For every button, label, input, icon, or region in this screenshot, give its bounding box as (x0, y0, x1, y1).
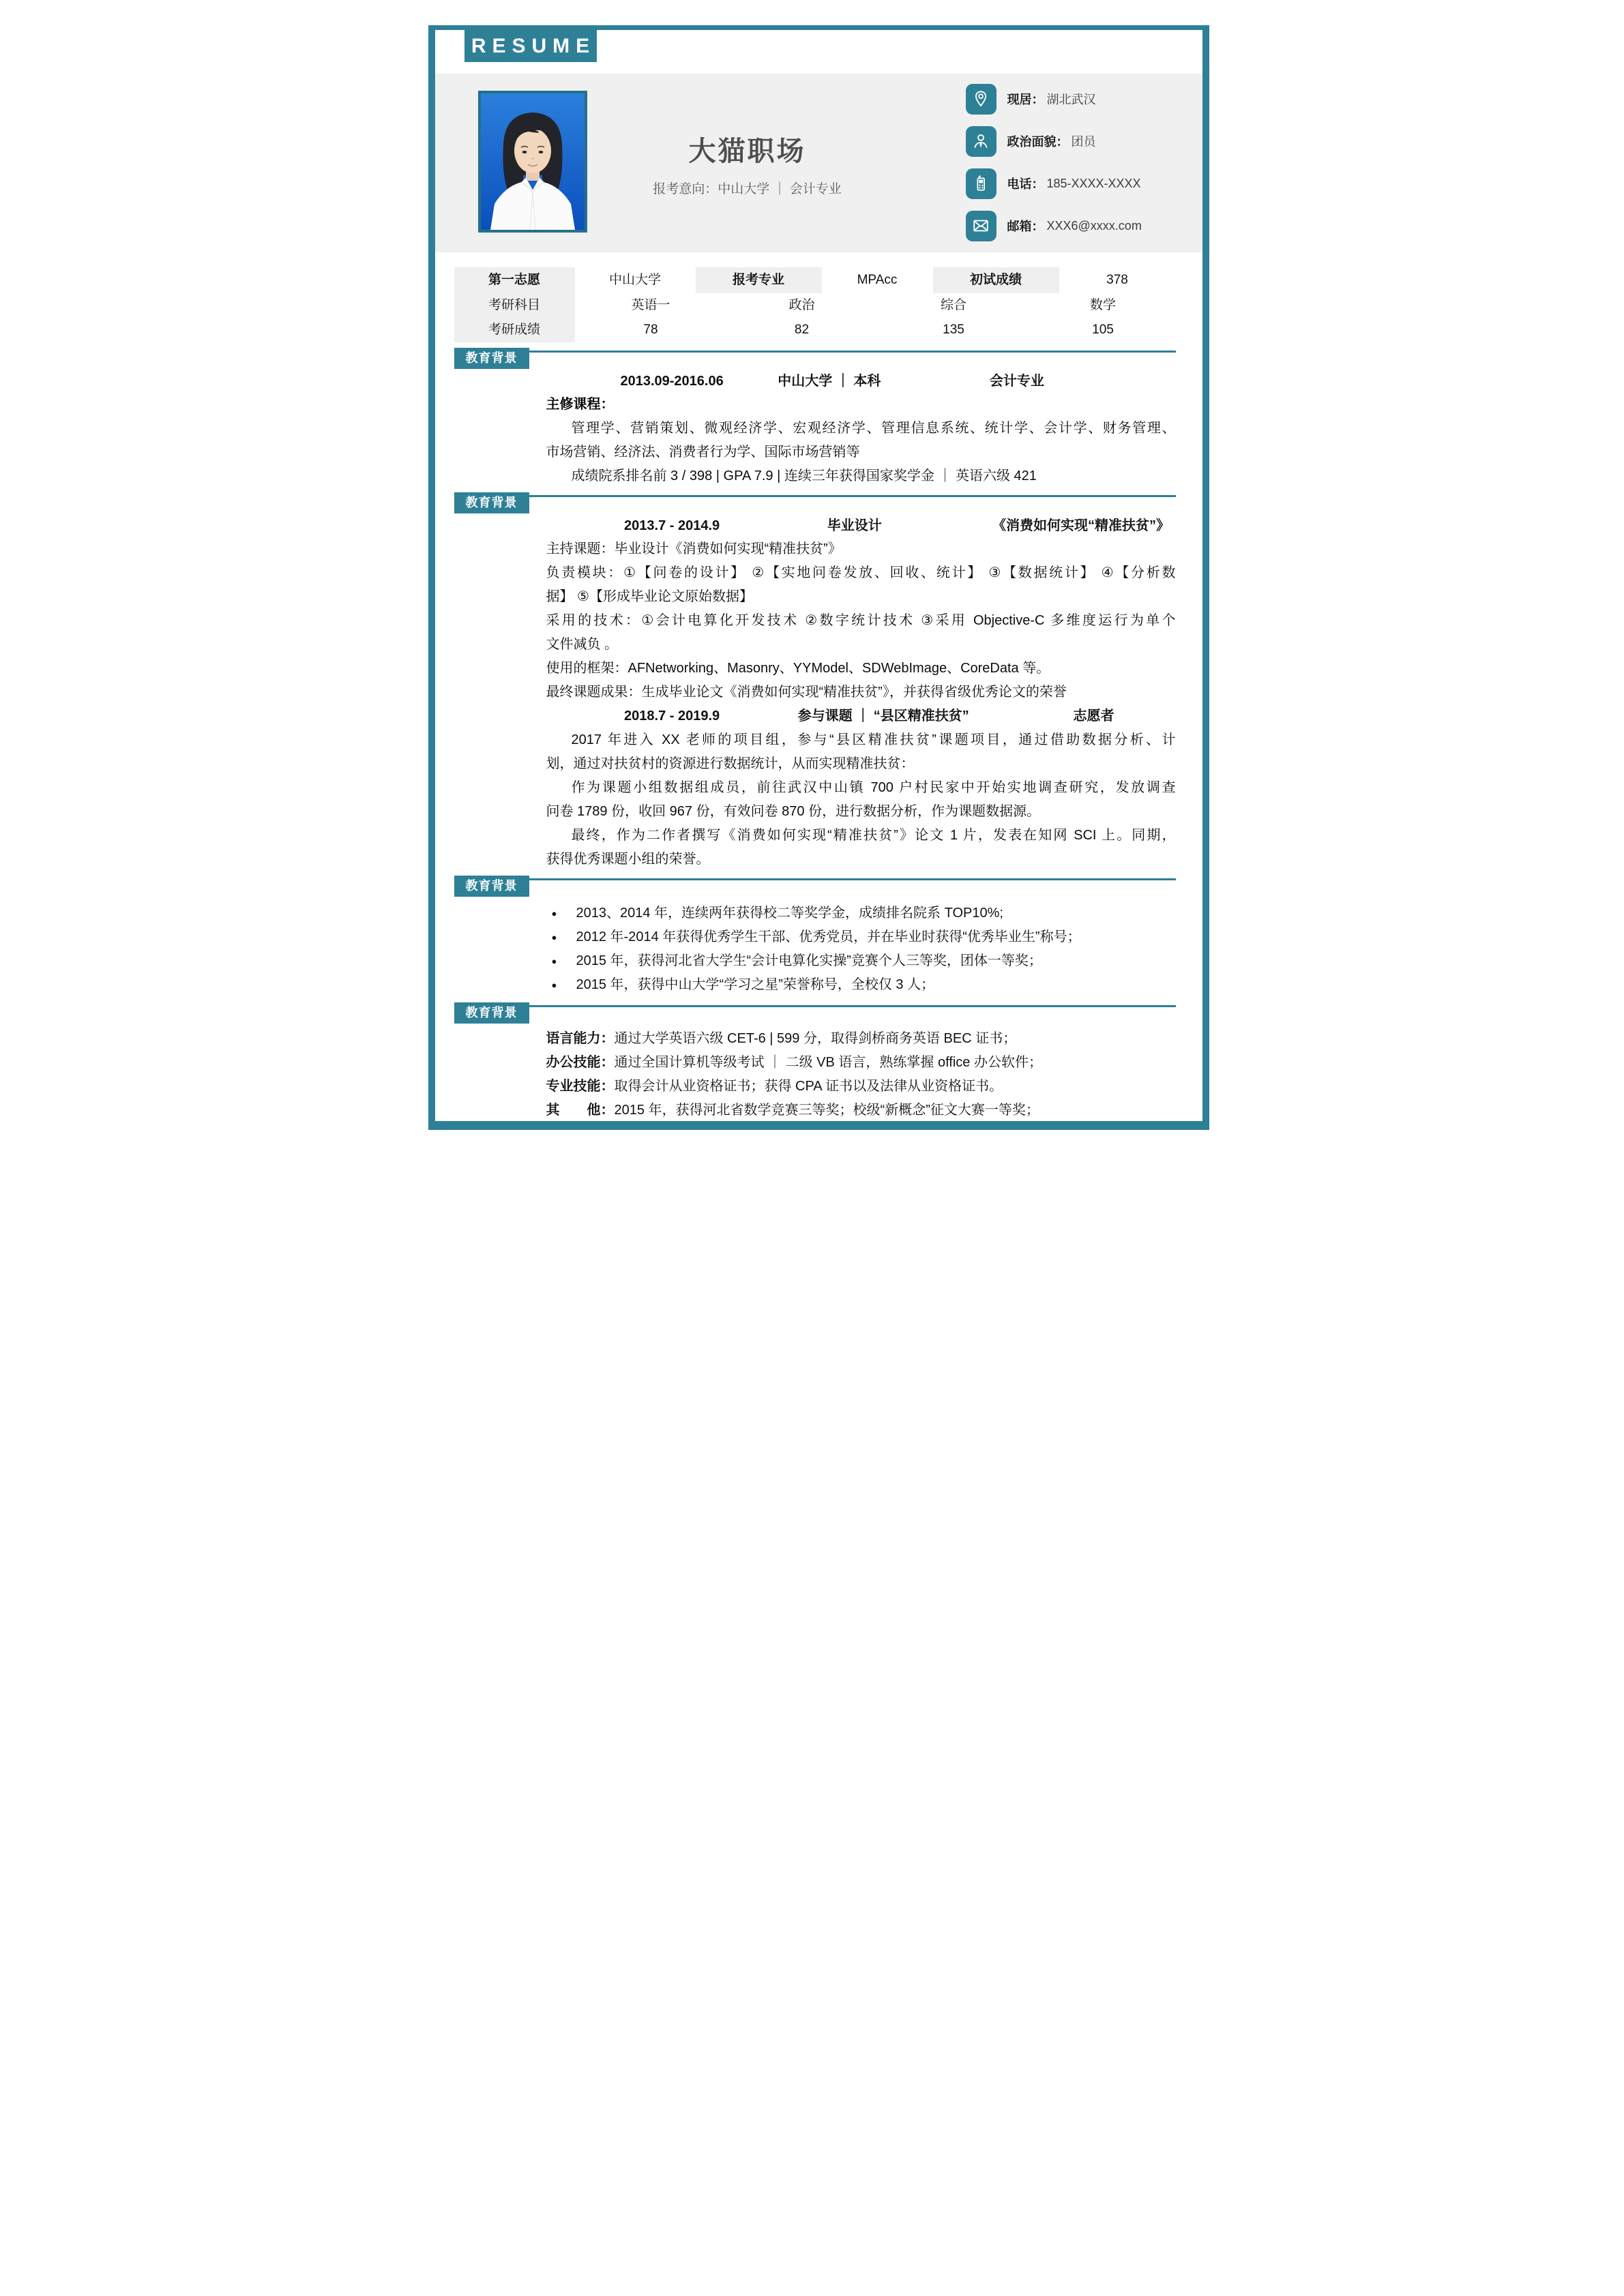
table-value-total-score: 378 (1106, 273, 1128, 287)
section-title: 教育背景 (454, 876, 529, 897)
person-icon (966, 126, 996, 157)
application-intention: 报考意向：中山大学 ｜ 会计专业 (653, 182, 842, 196)
section-body (546, 901, 1176, 997)
section-education-4 (435, 1002, 1202, 1122)
section-body (546, 514, 1176, 871)
section-title: 教育背景 (454, 1002, 529, 1024)
body-line: 文件减负 。 (546, 637, 619, 652)
table-header-first-choice: 第一志愿 (454, 267, 575, 293)
section-header (435, 492, 1202, 514)
contact-value: XXX6@xxxx.com (1046, 218, 1142, 233)
table-value-university: 中山大学 (608, 273, 661, 287)
body-line: 获得优秀课题小组的荣誉。 (546, 852, 710, 867)
phone-icon (966, 168, 996, 199)
resume-badge: RESUME (464, 30, 597, 62)
edu-school: 中山大学 ｜ 本科 (778, 374, 881, 389)
body-line: 使用的框架：AFNetworking、Masonry、YYModel、SDWebImage、CoreData 等。 (546, 661, 1050, 676)
education-title-row (546, 370, 1176, 393)
award-item: ● 2013、2014 年，连续两年获得校二等奖学金，成绩排名院系 TOP10%; (546, 901, 1176, 925)
table-score-math: 105 (1092, 323, 1114, 337)
section-header (435, 1002, 1202, 1024)
skill-row-other: 其 他：2015 年，获得河北省数学竞赛三等奖；校级“新概念”征文大赛一等奖； (546, 1103, 1039, 1118)
section-rule (454, 351, 1176, 353)
section-body (546, 370, 1176, 488)
contact-value: 185-XXXX-XXXX (1046, 176, 1141, 190)
project-role: 志愿者 (1073, 709, 1114, 724)
project-dates: 2018.7 - 2019.9 (624, 709, 720, 724)
project-type: 参与课题 ｜ “县区精准扶贫” (797, 709, 969, 724)
body-line: 主修课程： (546, 397, 615, 412)
body-line: 管理学、营销策划、微观经济学、宏观经济学、管理信息系统、统计学、会计学、财务管理、 (571, 421, 1176, 436)
contact-row-email (966, 210, 1142, 241)
table-row-subjects-label: 考研科目 (488, 298, 540, 312)
body-line: 主持课题：毕业设计《消费如何实现“精准扶贫”》 (546, 541, 842, 556)
award-item: ● 2015 年，获得中山大学“学习之星”荣誉称号，全校仅 3 人； (546, 973, 1176, 997)
project-title-row (546, 704, 1176, 728)
contact-row-political-status (966, 125, 1096, 157)
location-icon (966, 84, 996, 115)
section-header (435, 876, 1202, 897)
section-rule (454, 878, 1176, 880)
table-subject-math: 数学 (1089, 298, 1116, 312)
body-line: 2017 年进入 XX 老师的项目组，参与“县区精准扶贫”课题项目，通过借助数据分析、计 (571, 732, 1176, 747)
award-item: ● 2015 年，获得河北省大学生“会计电算化实操”竞赛个人三等奖，团体一等奖； (546, 949, 1176, 973)
project-name: 《消费如何实现“精准扶贫”》 (992, 518, 1170, 533)
project-dates: 2013.7 - 2014.9 (624, 518, 720, 533)
skill-row-office: 办公技能：通过全国计算机等级考试 ｜ 二级 VB 语言，熟练掌握 office 办公软件； (546, 1055, 1042, 1070)
contact-label: 邮箱： (1007, 220, 1044, 233)
section-education-3 (435, 876, 1202, 997)
body-line: 最终课题成果：生成毕业论文《消费如何实现“精准扶贫”》，并获得省级优秀论文的荣誉 (546, 685, 1067, 700)
section-title: 教育背景 (454, 492, 529, 513)
mail-icon (966, 211, 996, 241)
contact-row-phone (966, 168, 1141, 199)
table-score-comprehensive: 135 (943, 323, 964, 337)
frame-left-border (428, 25, 435, 1128)
table-header-major: 报考专业 (696, 267, 822, 293)
contact-label: 政治面貌： (1007, 135, 1069, 149)
award-item: ● 2012 年-2014 年获得优秀学生干部、优秀党员，并在毕业时获得“优秀毕业生”称号； (546, 925, 1176, 949)
table-subject-english: 英语一 (631, 298, 670, 312)
body-line: 市场营销、经济法、消费者行为学、国际市场营销等 (546, 445, 860, 460)
skill-row-professional: 专业技能：取得会计从业资格证书；获得 CPA 证书以及法律从业资格证书。 (546, 1079, 1003, 1094)
section-education-1 (435, 348, 1202, 488)
edu-dates: 2013.09-2016.06 (620, 374, 724, 389)
skill-row-language: 语言能力：通过大学英语六级 CET-6 | 599 分，取得剑桥商务英语 BEC 证书； (546, 1031, 1017, 1046)
frame-right-border (1202, 25, 1209, 1128)
body-line: 成绩院系排名前 3 / 398 | GPA 7.9 | 连续三年获得国家奖学金 ｜ 英语六级 421 (571, 468, 1037, 483)
resume-page (407, 0, 1218, 1148)
contact-row-location (966, 83, 1096, 115)
body-line: 负责模块：①【问卷的设计】 ②【实地问卷发放、回收、统计】 ③【数据统计】 ④【分析数 (546, 565, 1176, 580)
contact-value: 湖北武汉 (1046, 93, 1096, 106)
table-score-english: 78 (643, 323, 658, 337)
section-rule (454, 1005, 1176, 1007)
project-title-row (546, 514, 1176, 537)
table-score-politics: 82 (794, 323, 810, 337)
body-line: 作为课题小组数据组成员，前往武汉中山镇 700 户村民家中开始实地调查研究，发放调查 (571, 780, 1176, 795)
table-subject-comprehensive: 综合 (940, 298, 966, 312)
table-row-scores-label: 考研成绩 (488, 323, 540, 337)
section-header (435, 348, 1202, 370)
table-subject-politics: 政治 (788, 298, 815, 312)
section-education-2 (435, 492, 1202, 871)
portrait-photo-graphic (481, 93, 585, 230)
section-body (546, 1027, 1176, 1122)
contact-label: 现居： (1007, 93, 1044, 106)
body-line: 据】 ⑤【形成毕业论文原始数据】 (546, 589, 753, 604)
body-line: 问卷 1789 份，收回 967 份，有效问卷 870 份，进行数据分析，作为课题数据源。 (546, 804, 1041, 819)
table-header-initial-score: 初试成绩 (933, 267, 1059, 293)
body-line: 最终，作为二作者撰写《消费如何实现“精准扶贫”》论文 1 片，发表在知网 SCI 上。同期， (571, 828, 1176, 843)
contact-value: 团员 (1071, 135, 1096, 149)
body-line: 划，通过对扶贫村的资源进行数据统计，从而实现精准扶贫： (546, 756, 915, 771)
candidate-name: 大猫职场 (688, 136, 806, 166)
body-line: 采用的技术：①会计电算化开发技术 ②数字统计技术 ③采用 Objective-C 多维度运行为单个 (546, 613, 1176, 628)
contact-label: 电话： (1007, 177, 1044, 191)
section-rule (454, 495, 1176, 497)
table-value-major: MPAcc (857, 273, 898, 287)
section-title: 教育背景 (454, 348, 529, 369)
id-photo (478, 91, 587, 233)
frame-top-border (428, 25, 1209, 30)
project-type: 毕业设计 (827, 518, 882, 533)
edu-major: 会计专业 (989, 374, 1044, 389)
